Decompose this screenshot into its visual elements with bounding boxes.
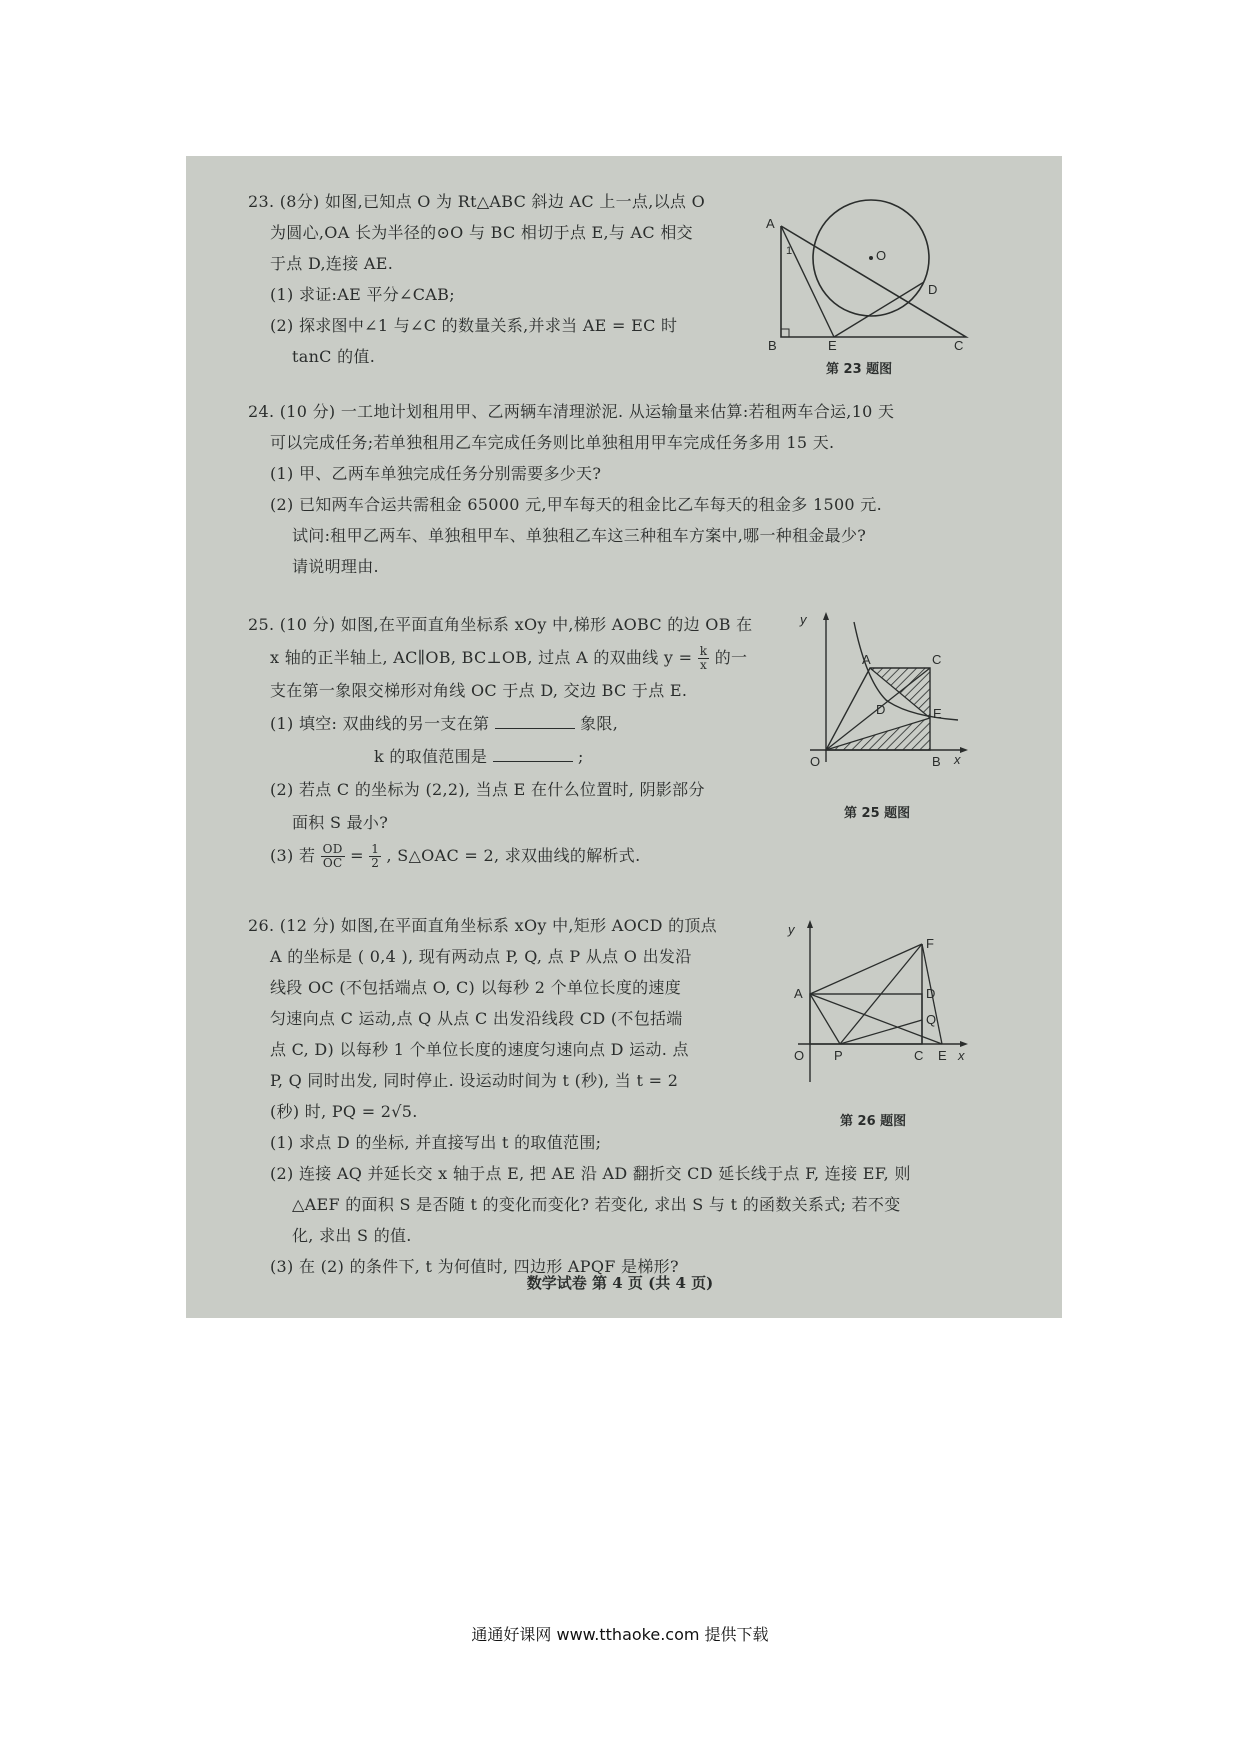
q25-line: 支在第一象限交梯形对角线 OC 于点 D, 交边 BC 于点 E. — [270, 681, 688, 700]
q24-part-1: (1) 甲、乙两车单独完成任务分别需要多少天? — [270, 464, 602, 483]
label-e: E — [828, 338, 837, 352]
label-p: P — [834, 1048, 843, 1063]
frac-den: 2 — [371, 856, 380, 870]
segment-ap — [810, 994, 840, 1044]
segment-af — [810, 944, 922, 994]
q26-line: 匀速向点 C 运动,点 Q 从点 C 出发沿线段 CD (不包括端 — [270, 1009, 683, 1028]
equals-sign: = — [350, 846, 364, 865]
q25-line-text: 的一 — [714, 648, 748, 667]
q26-part-2: 化, 求出 S 的值. — [292, 1226, 412, 1245]
label-x: x — [954, 752, 961, 767]
fraction-k-over-x — [698, 645, 710, 672]
q25-part-3-text: , S△OAC = 2, 求双曲线的解析式. — [386, 846, 641, 865]
q23-part-2: (2) 探求图中∠1 与∠C 的数量关系,并求当 AE = EC 时 — [270, 316, 678, 335]
question-23-text — [248, 186, 705, 372]
q25-part-3-text: (3) 若 — [270, 846, 316, 865]
figure-23 — [758, 196, 980, 352]
q26-part-2: △AEF 的面积 S 是否随 t 的变化而变化? 若变化, 求出 S 与 t 的函数关系式; 若不变 — [292, 1195, 901, 1214]
label-c: C — [914, 1048, 924, 1063]
label-d: D — [876, 702, 886, 717]
label-f: F — [926, 936, 934, 951]
label-e: E — [933, 706, 942, 721]
label-o: O — [876, 248, 887, 263]
q26-line: (秒) 时, PQ = 2√5. — [270, 1102, 418, 1121]
figure-23-caption: 第 23 题图 — [826, 362, 893, 377]
q23-line: 为圆心,OA 长为半径的⊙O 与 BC 相切于点 E,与 AC 相交 — [270, 223, 693, 242]
x-axis-arrow — [960, 747, 968, 753]
fraction-one-half — [369, 843, 381, 870]
q24-line: 24. (10 分) 一工地计划租用甲、乙两辆车清理淤泥. 从运输量来估算:若租两车合运,10 天 — [248, 402, 895, 421]
y-axis-arrow — [807, 920, 813, 928]
label-c: C — [954, 338, 964, 352]
q26-part-2: (2) 连接 AQ 并延长交 x 轴于点 E, 把 AE 沿 AD 翻折交 CD 延长线于点 F, 连接 EF, 则 — [270, 1164, 911, 1183]
q23-line: tanC 的值. — [292, 347, 376, 366]
q25-line: 25. (10 分) 如图,在平面直角坐标系 xOy 中,梯形 AOBC 的边 OB 在 — [248, 615, 753, 634]
label-e: E — [938, 1048, 947, 1063]
q26-line: 线段 OC (不包括端点 O, C) 以每秒 2 个单位长度的速度 — [270, 978, 682, 997]
label-d: D — [928, 282, 938, 297]
q24-line: 试问:租甲乙两车、单独租甲车、单独租乙车这三种租车方案中,哪一种租金最少? — [292, 526, 867, 545]
y-axis-arrow — [823, 612, 829, 620]
q26-line: P, Q 同时出发, 同时停止. 设运动时间为 t (秒), 当 t = 2 — [270, 1071, 679, 1090]
label-o: O — [794, 1048, 805, 1063]
q25-part-2: 面积 S 最小? — [292, 813, 389, 832]
label-a: A — [794, 986, 803, 1001]
fraction-od-over-oc — [321, 843, 345, 870]
q23-line: 于点 D,连接 AE. — [270, 254, 394, 273]
x-axis-arrow — [960, 1041, 968, 1047]
figure-26-caption: 第 26 题图 — [840, 1114, 907, 1129]
figure-25-caption: 第 25 题图 — [844, 806, 911, 821]
segment-ed — [834, 282, 924, 337]
center-point — [869, 256, 873, 260]
label-x: x — [958, 1048, 965, 1063]
figure-26 — [784, 918, 980, 1088]
label-a: A — [862, 652, 871, 667]
q26-line: 点 C, D) 以每秒 1 个单位长度的速度匀速向点 D 运动. 点 — [270, 1040, 689, 1059]
frac-num: OD — [322, 842, 343, 856]
answer-blank — [493, 747, 573, 762]
label-c: C — [932, 652, 942, 667]
q25-part-2: (2) 若点 C 的坐标为 (2,2), 当点 E 在什么位置时, 阴影部分 — [270, 780, 705, 799]
q25-part-1-text: 象限, — [580, 714, 619, 733]
label-y: y — [788, 922, 795, 937]
q25-part-1-text: ; — [577, 747, 584, 766]
label-y: y — [800, 612, 807, 627]
label-q: Q — [926, 1012, 937, 1027]
frac-num: k — [699, 644, 708, 658]
right-angle-mark — [781, 329, 789, 337]
frac-den: OC — [322, 856, 343, 870]
frac-num: 1 — [371, 842, 380, 856]
label-o: O — [810, 754, 821, 769]
question-25-text — [248, 608, 752, 872]
q24-line: 请说明理由. — [292, 557, 379, 576]
download-credit: 通通好课网 www.tthaoke.com 提供下载 — [471, 1625, 769, 1644]
q26-part-3: (3) 在 (2) 的条件下, t 为何值时, 四边形 APQF 是梯形? — [270, 1257, 679, 1276]
q25-part-1-text: k 的取值范围是 — [374, 747, 488, 766]
label-b: B — [768, 338, 777, 352]
figure-25 — [796, 610, 976, 770]
q23-part-1: (1) 求证:AE 平分∠CAB; — [270, 285, 455, 304]
q25-part-1-text: (1) 填空: 双曲线的另一支在第 — [270, 714, 490, 733]
q26-line: A 的坐标是 ( 0,4 ), 现有两动点 P, Q, 点 P 从点 O 出发沿 — [270, 947, 692, 966]
q24-part-2: (2) 已知两车合运共需租金 65000 元,甲车每天的租金比乙车每天的租金多 1500 元. — [270, 495, 882, 514]
q26-line: 26. (12 分) 如图,在平面直角坐标系 xOy 中,矩形 AOCD 的顶点 — [248, 916, 717, 935]
label-angle-1: 1 — [786, 245, 793, 257]
label-a: A — [766, 216, 775, 231]
q23-line: 23. (8分) 如图,已知点 O 为 Rt△ABC 斜边 AC 上一点,以点 O — [248, 192, 706, 211]
question-24-text — [248, 396, 894, 582]
label-b: B — [932, 754, 941, 769]
page-footer: 数学试卷 第 4 页 (共 4 页) — [526, 1274, 714, 1292]
triangle-abc — [781, 226, 966, 337]
label-d: D — [926, 986, 936, 1001]
q24-line: 可以完成任务;若单独租用乙车完成任务则比单独租用甲车完成任务多用 15 天. — [270, 433, 835, 452]
q26-part-1: (1) 求点 D 的坐标, 并直接写出 t 的取值范围; — [270, 1133, 602, 1152]
answer-blank — [495, 714, 575, 729]
frac-den: x — [700, 658, 708, 672]
q25-line-text: x 轴的正半轴上, AC∥OB, BC⊥OB, 过点 A 的双曲线 y = — [270, 648, 693, 667]
